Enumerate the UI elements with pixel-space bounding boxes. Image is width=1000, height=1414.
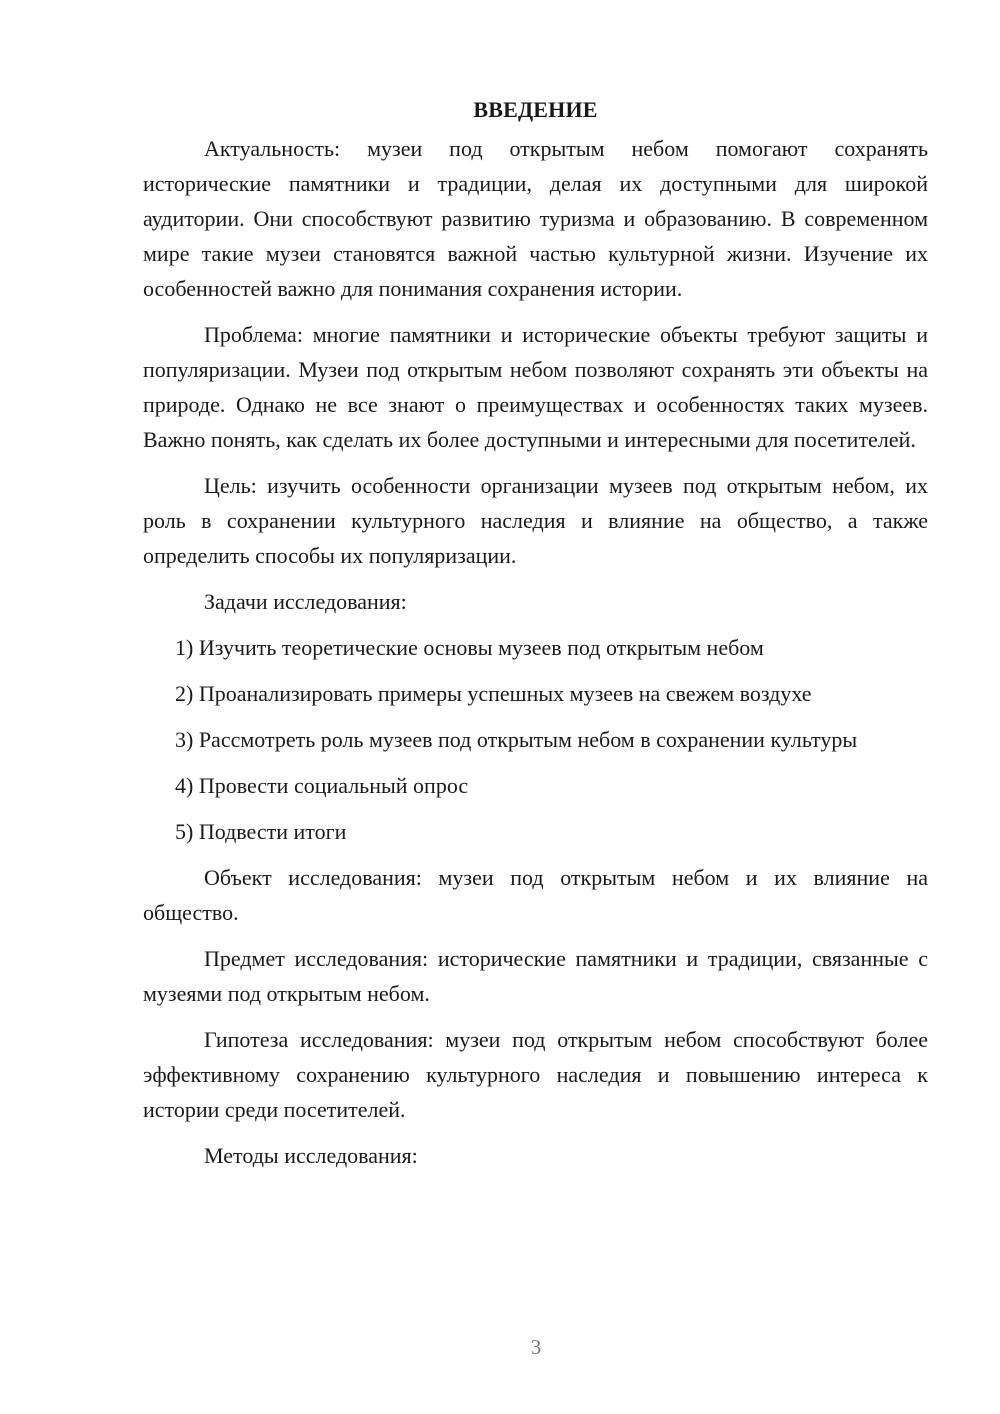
page-number: 3: [530, 1335, 542, 1359]
paragraph-subject: Предмет исследования: исторические памятники и традиции, связанные с музеями под открытым небом.: [143, 946, 928, 1006]
page-title: ВВЕДЕНИЕ: [473, 97, 598, 122]
task-item-2: 2) Проанализировать примеры успешных музеев на свежем воздухе: [175, 681, 812, 706]
task-item-4: 4) Провести социальный опрос: [175, 773, 469, 798]
paragraph-hypothesis: Гипотеза исследования: музеи под открытым небом способствуют более эффективному сохранению культурного наследия и повышению интереса к истории среди посетителей.: [143, 1027, 928, 1122]
paragraph-goal: Цель: изучить особенности организации музеев под открытым небом, их роль в сохранении культурного наследия и влияние на общество, а также определить способы их популяризации.: [143, 473, 928, 568]
task-item-1: 1) Изучить теоретические основы музеев под открытым небом: [175, 635, 764, 660]
paragraph-object: Объект исследования: музеи под открытым небом и их влияние на общество.: [143, 865, 928, 925]
task-item-5: 5) Подвести итоги: [175, 819, 347, 844]
page-content: [143, 92, 928, 1184]
tasks-heading: Задачи исследования:: [204, 589, 407, 614]
task-item-3: 3) Рассмотреть роль музеев под открытым небом в сохранении культуры: [175, 727, 858, 752]
methods-heading: Методы исследования:: [204, 1143, 418, 1168]
paragraph-relevance: Актуальность: музеи под открытым небом помогают сохранять исторические памятники и традиции, делая их доступными для широкой аудитории. Они способствуют развитию туризма и образованию. В современном мире такие музеи становятся важной частью культурной жизни. Изучение их особенностей важно для понимания сохранения истории.: [143, 136, 928, 301]
paragraph-problem: Проблема: многие памятники и исторические объекты требуют защиты и популяризации. Музеи под открытым небом позволяют сохранять эти объекты на природе. Однако не все знают о преимуществах и особенностях таких музеев. Важно понять, как сделать их более доступными и интересными для посетителей.: [143, 322, 928, 452]
